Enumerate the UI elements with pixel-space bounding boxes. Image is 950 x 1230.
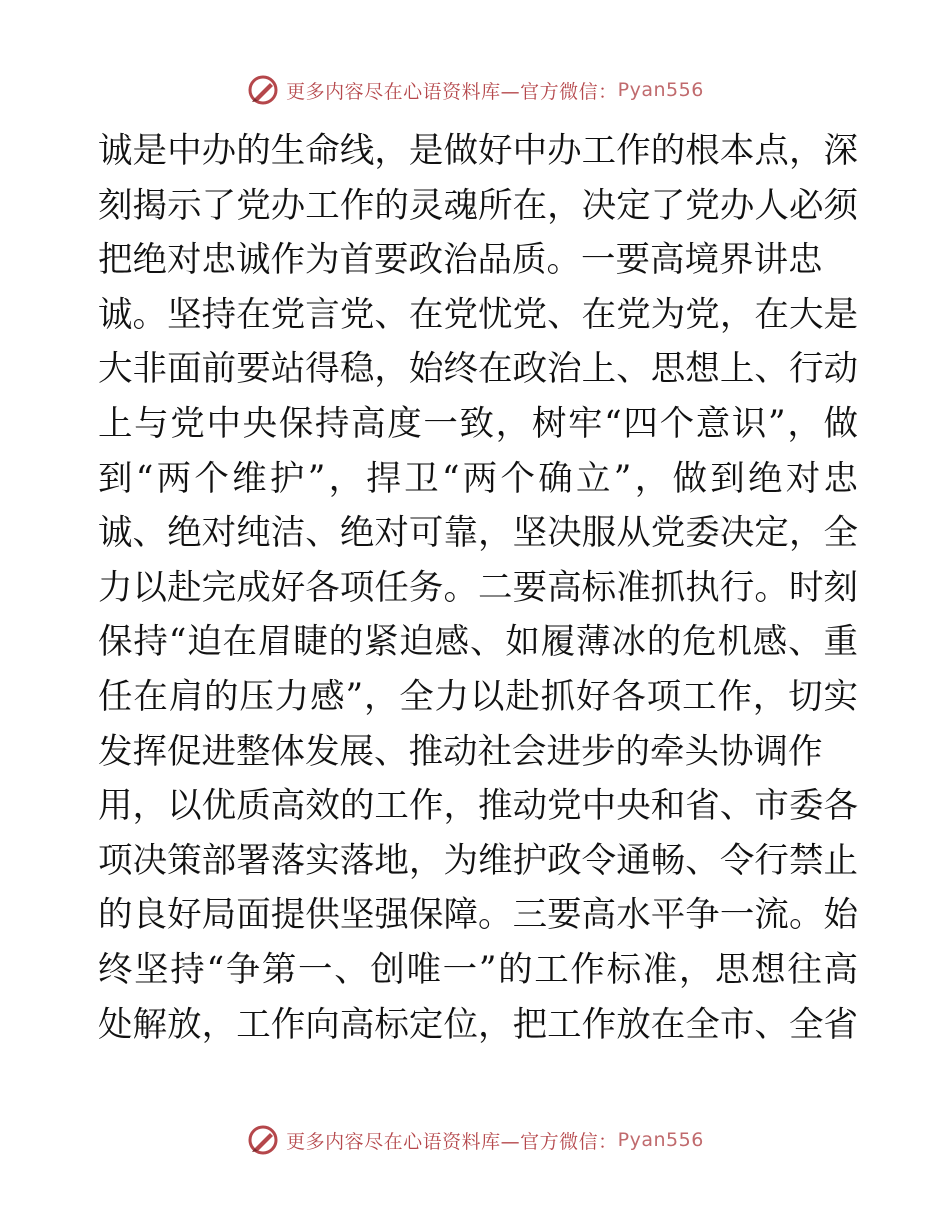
pen-logo-icon xyxy=(246,1123,280,1157)
text-line: 诚、绝对纯洁、绝对可靠，坚决服从党委决定，全 xyxy=(98,513,858,554)
text-line: 终坚持“争第一、创唯一”的工作标准，思想往高 xyxy=(98,949,858,990)
text-line: 把绝对忠诚作为首要政治品质。一要高境界讲忠 xyxy=(98,240,823,281)
text-line: 项决策部署落实落地，为维护政令通畅、令行禁止 xyxy=(98,840,858,881)
text-line: 上与党中央保持高度一致，树牢“四个意识”，做 xyxy=(98,403,858,444)
text-line: 发挥促进整体发展、推动社会进步的牵头协调作 xyxy=(98,731,823,772)
document-body xyxy=(98,124,858,1052)
text-line: 刻揭示了党办工作的灵魂所在，决定了党办人必须 xyxy=(98,185,858,226)
text-line: 任在肩的压力感”，全力以赴抓好各项工作，切实 xyxy=(98,676,858,717)
text-line: 诚。坚持在党言党、在党忧党、在党为党，在大是 xyxy=(98,294,858,335)
header-banner xyxy=(0,70,950,110)
text-line: 诚是中办的生命线，是做好中办工作的根本点，深 xyxy=(98,131,858,171)
footer-banner xyxy=(0,1120,950,1160)
text-line: 处解放，工作向高标定位，把工作放在全市、全省 xyxy=(98,1004,858,1045)
footer-banner-text: 更多内容尽在心语资料库—官方微信： xyxy=(286,1130,618,1153)
text-line: 的良好局面提供坚强保障。三要高水平争一流。始 xyxy=(98,895,858,936)
text-line: 大非面前要站得稳，始终在政治上、思想上、行动 xyxy=(98,349,858,390)
text-line: 到“两个维护”，捍卫“两个确立”，做到绝对忠 xyxy=(98,458,858,499)
header-wechat-id: Pyan556 xyxy=(617,79,704,101)
pen-logo-icon xyxy=(246,73,280,107)
text-line: 用，以优质高效的工作，推动党中央和省、市委各 xyxy=(98,786,858,827)
text-line: 力以赴完成好各项任务。二要高标准抓执行。时刻 xyxy=(98,567,858,608)
header-banner-text: 更多内容尽在心语资料库—官方微信： xyxy=(286,80,618,103)
footer-wechat-id: Pyan556 xyxy=(617,1129,704,1151)
text-line: 保持“迫在眉睫的紧迫感、如履薄冰的危机感、重 xyxy=(98,622,858,663)
